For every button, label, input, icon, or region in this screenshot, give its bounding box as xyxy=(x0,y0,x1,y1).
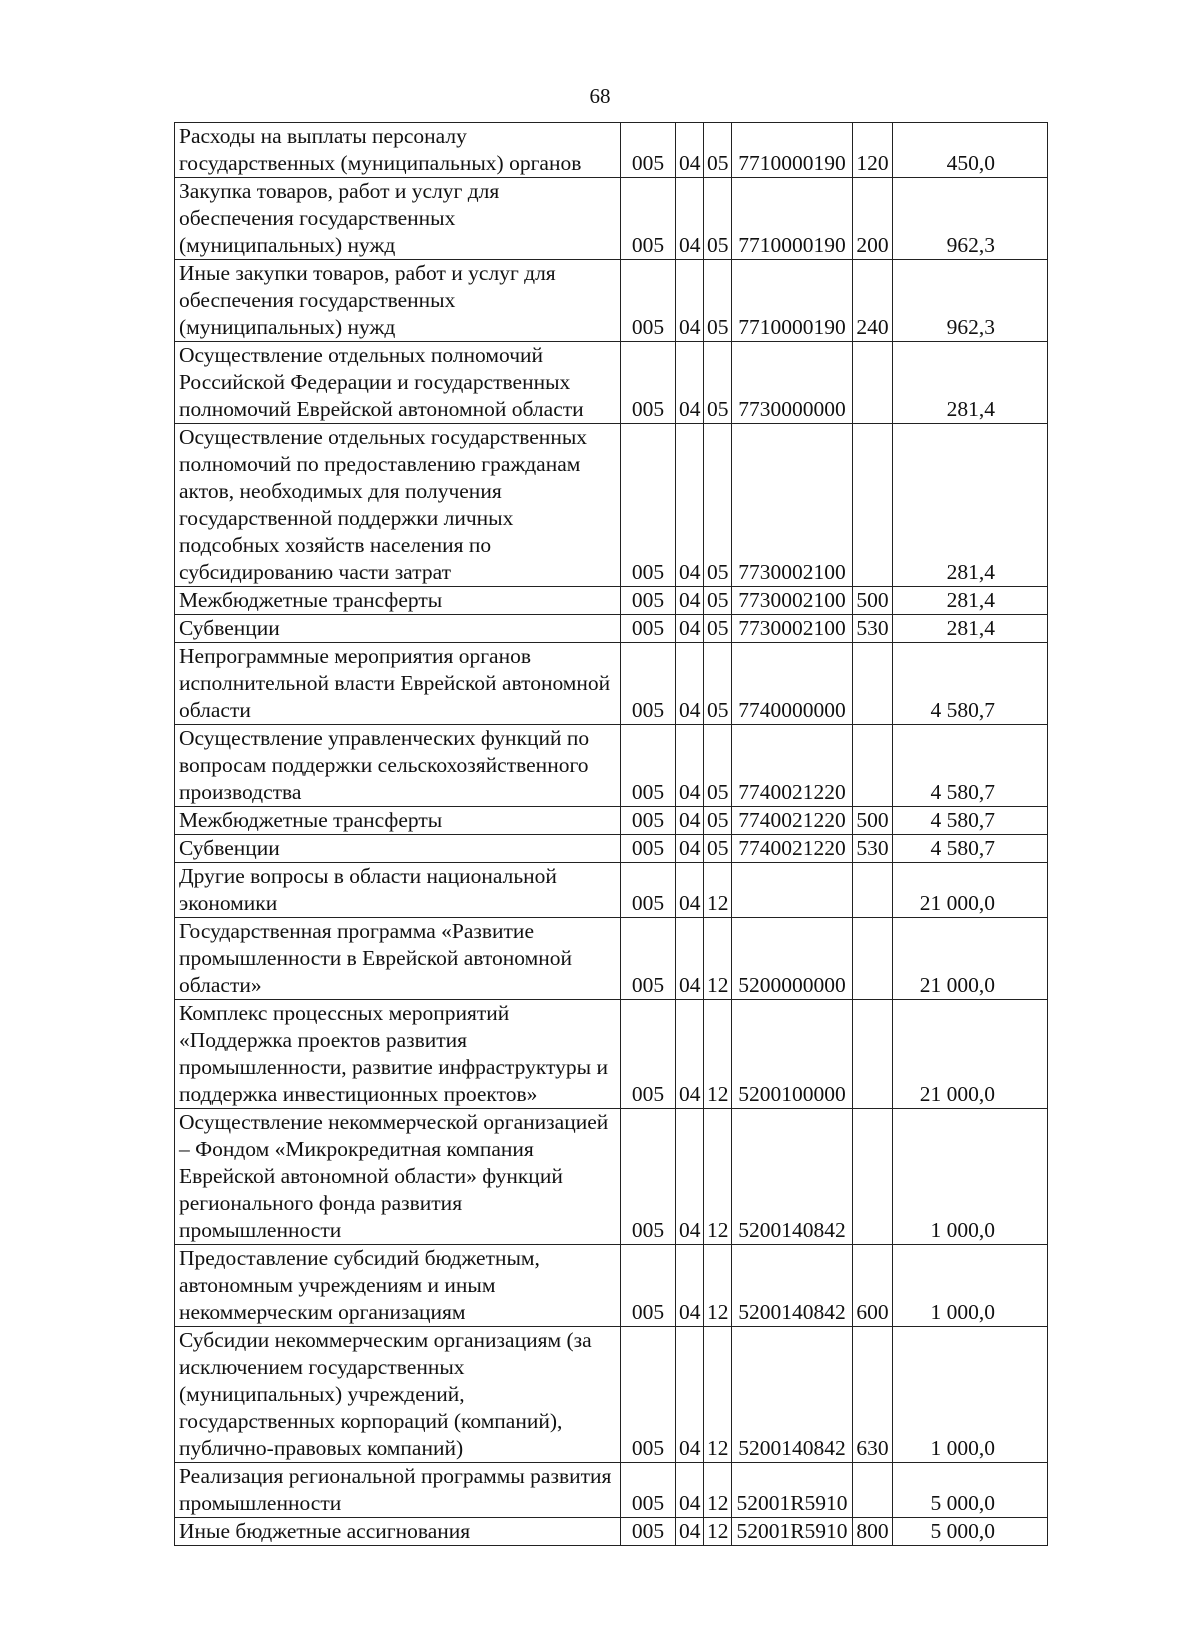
ministry-code: 005 xyxy=(621,587,676,615)
target-article-code: 7730002100 xyxy=(732,615,853,643)
row-name: Иные закупки товаров, работ и услуг для обеспечения государственных (муниципальных) нужд xyxy=(175,260,621,342)
ministry-code: 005 xyxy=(621,1245,676,1327)
amount: 5 000,0 xyxy=(893,1463,1048,1518)
expense-type-code: 530 xyxy=(853,835,893,863)
ministry-code: 005 xyxy=(621,615,676,643)
row-name: Реализация региональной программы развития промышленности xyxy=(175,1463,621,1518)
subsection-code: 05 xyxy=(704,123,732,178)
row-name: Осуществление отдельных полномочий Российской Федерации и государственных полномочий Еврейской автономной области xyxy=(175,342,621,424)
target-article-code: 7710000190 xyxy=(732,178,853,260)
ministry-code: 005 xyxy=(621,643,676,725)
section-code: 04 xyxy=(676,1327,704,1463)
subsection-code: 12 xyxy=(704,1518,732,1546)
expense-type-code: 530 xyxy=(853,615,893,643)
target-article-code: 7740000000 xyxy=(732,643,853,725)
expense-type-code: 120 xyxy=(853,123,893,178)
section-code: 04 xyxy=(676,260,704,342)
ministry-code: 005 xyxy=(621,1000,676,1109)
row-name: Предоставление субсидий бюджетным, автономным учреждениям и иным некоммерческим организациям xyxy=(175,1245,621,1327)
section-code: 04 xyxy=(676,178,704,260)
table-row xyxy=(175,1000,1048,1109)
subsection-code: 12 xyxy=(704,1109,732,1245)
table-row xyxy=(175,1245,1048,1327)
section-code: 04 xyxy=(676,1518,704,1546)
amount: 21 000,0 xyxy=(893,863,1048,918)
ministry-code: 005 xyxy=(621,807,676,835)
expense-type-code: 200 xyxy=(853,178,893,260)
target-article-code: 7740021220 xyxy=(732,725,853,807)
ministry-code: 005 xyxy=(621,424,676,587)
expense-type-code: 800 xyxy=(853,1518,893,1546)
row-name: Расходы на выплаты персоналу государственных (муниципальных) органов xyxy=(175,123,621,178)
target-article-code: 7730002100 xyxy=(732,587,853,615)
row-name: Другие вопросы в области национальной экономики xyxy=(175,863,621,918)
row-name: Субсидии некоммерческим организациям (за исключением государственных (муниципальных) учреждений, государственных корпораций (компаний), публично-правовых компаний) xyxy=(175,1327,621,1463)
amount: 4 580,7 xyxy=(893,835,1048,863)
row-name: Межбюджетные трансферты xyxy=(175,587,621,615)
subsection-code: 12 xyxy=(704,863,732,918)
table-row xyxy=(175,725,1048,807)
target-article-code: 5200000000 xyxy=(732,918,853,1000)
target-article-code: 7730000000 xyxy=(732,342,853,424)
expense-type-code xyxy=(853,863,893,918)
budget-table xyxy=(174,122,1048,1546)
amount: 281,4 xyxy=(893,342,1048,424)
table-row xyxy=(175,178,1048,260)
page-number: 68 xyxy=(589,84,611,108)
target-article-code: 5200140842 xyxy=(732,1245,853,1327)
expense-type-code: 630 xyxy=(853,1327,893,1463)
row-name: Государственная программа «Развитие промышленности в Еврейской автономной области» xyxy=(175,918,621,1000)
amount: 962,3 xyxy=(893,260,1048,342)
expense-type-code xyxy=(853,918,893,1000)
target-article-code: 5200140842 xyxy=(732,1327,853,1463)
subsection-code: 05 xyxy=(704,725,732,807)
table-row xyxy=(175,342,1048,424)
target-article-code: 52001R5910 xyxy=(732,1518,853,1546)
expense-type-code xyxy=(853,342,893,424)
ministry-code: 005 xyxy=(621,1463,676,1518)
row-name: Комплекс процессных мероприятий «Поддержка проектов развития промышленности, развитие инфраструктуры и поддержка инвестиционных проектов» xyxy=(175,1000,621,1109)
amount: 21 000,0 xyxy=(893,918,1048,1000)
row-name: Осуществление управленческих функций по вопросам поддержки сельскохозяйственного производства xyxy=(175,725,621,807)
target-article-code: 5200140842 xyxy=(732,1109,853,1245)
row-name: Субвенции xyxy=(175,835,621,863)
section-code: 04 xyxy=(676,835,704,863)
row-name: Межбюджетные трансферты xyxy=(175,807,621,835)
expense-type-code xyxy=(853,725,893,807)
subsection-code: 12 xyxy=(704,1245,732,1327)
table-row xyxy=(175,807,1048,835)
subsection-code: 12 xyxy=(704,918,732,1000)
subsection-code: 05 xyxy=(704,424,732,587)
table-row xyxy=(175,260,1048,342)
section-code: 04 xyxy=(676,1245,704,1327)
target-article-code: 7710000190 xyxy=(732,123,853,178)
expense-type-code xyxy=(853,643,893,725)
ministry-code: 005 xyxy=(621,863,676,918)
table-row xyxy=(175,1463,1048,1518)
amount: 281,4 xyxy=(893,424,1048,587)
row-name: Непрограммные мероприятия органов исполнительной власти Еврейской автономной области xyxy=(175,643,621,725)
section-code: 04 xyxy=(676,587,704,615)
ministry-code: 005 xyxy=(621,342,676,424)
row-name: Иные бюджетные ассигнования xyxy=(175,1518,621,1546)
ministry-code: 005 xyxy=(621,918,676,1000)
section-code: 04 xyxy=(676,918,704,1000)
subsection-code: 05 xyxy=(704,807,732,835)
expense-type-code: 500 xyxy=(853,587,893,615)
target-article-code xyxy=(732,863,853,918)
amount: 4 580,7 xyxy=(893,643,1048,725)
subsection-code: 05 xyxy=(704,178,732,260)
table-row xyxy=(175,424,1048,587)
ministry-code: 005 xyxy=(621,123,676,178)
ministry-code: 005 xyxy=(621,1327,676,1463)
section-code: 04 xyxy=(676,342,704,424)
section-code: 04 xyxy=(676,1000,704,1109)
amount: 281,4 xyxy=(893,587,1048,615)
section-code: 04 xyxy=(676,123,704,178)
table-row xyxy=(175,615,1048,643)
subsection-code: 05 xyxy=(704,615,732,643)
expense-type-code xyxy=(853,1463,893,1518)
amount: 962,3 xyxy=(893,178,1048,260)
table-row xyxy=(175,643,1048,725)
section-code: 04 xyxy=(676,615,704,643)
amount: 4 580,7 xyxy=(893,807,1048,835)
amount: 1 000,0 xyxy=(893,1327,1048,1463)
ministry-code: 005 xyxy=(621,178,676,260)
section-code: 04 xyxy=(676,1463,704,1518)
table-row xyxy=(175,1518,1048,1546)
row-name: Закупка товаров, работ и услуг для обеспечения государственных (муниципальных) нужд xyxy=(175,178,621,260)
table-row xyxy=(175,1109,1048,1245)
amount: 5 000,0 xyxy=(893,1518,1048,1546)
section-code: 04 xyxy=(676,725,704,807)
amount: 450,0 xyxy=(893,123,1048,178)
subsection-code: 05 xyxy=(704,342,732,424)
table-row xyxy=(175,1327,1048,1463)
amount: 281,4 xyxy=(893,615,1048,643)
target-article-code: 5200100000 xyxy=(732,1000,853,1109)
table-row xyxy=(175,918,1048,1000)
amount: 4 580,7 xyxy=(893,725,1048,807)
subsection-code: 12 xyxy=(704,1327,732,1463)
expense-type-code: 240 xyxy=(853,260,893,342)
table-row xyxy=(175,123,1048,178)
row-name: Субвенции xyxy=(175,615,621,643)
subsection-code: 12 xyxy=(704,1463,732,1518)
section-code: 04 xyxy=(676,424,704,587)
row-name: Осуществление некоммерческой организацией – Фондом «Микрокредитная компания Еврейской автономной области» функций регионального фонда развития промышленности xyxy=(175,1109,621,1245)
target-article-code: 7740021220 xyxy=(732,807,853,835)
table-body xyxy=(175,123,1048,1546)
expense-type-code xyxy=(853,1109,893,1245)
section-code: 04 xyxy=(676,1109,704,1245)
ministry-code: 005 xyxy=(621,260,676,342)
table-row xyxy=(175,587,1048,615)
expense-type-code xyxy=(853,424,893,587)
target-article-code: 7710000190 xyxy=(732,260,853,342)
row-name: Осуществление отдельных государственных полномочий по предоставлению гражданам актов, необходимых для получения государственной поддержки личных подсобных хозяйств населения по субсидированию части затрат xyxy=(175,424,621,587)
section-code: 04 xyxy=(676,807,704,835)
amount: 21 000,0 xyxy=(893,1000,1048,1109)
subsection-code: 05 xyxy=(704,260,732,342)
subsection-code: 05 xyxy=(704,587,732,615)
subsection-code: 12 xyxy=(704,1000,732,1109)
target-article-code: 7730002100 xyxy=(732,424,853,587)
section-code: 04 xyxy=(676,863,704,918)
ministry-code: 005 xyxy=(621,1109,676,1245)
subsection-code: 05 xyxy=(704,643,732,725)
expense-type-code: 600 xyxy=(853,1245,893,1327)
ministry-code: 005 xyxy=(621,1518,676,1546)
expense-type-code xyxy=(853,1000,893,1109)
expense-type-code: 500 xyxy=(853,807,893,835)
subsection-code: 05 xyxy=(704,835,732,863)
target-article-code: 52001R5910 xyxy=(732,1463,853,1518)
amount: 1 000,0 xyxy=(893,1245,1048,1327)
amount: 1 000,0 xyxy=(893,1109,1048,1245)
section-code: 04 xyxy=(676,643,704,725)
target-article-code: 7740021220 xyxy=(732,835,853,863)
table-row xyxy=(175,835,1048,863)
table-row xyxy=(175,863,1048,918)
ministry-code: 005 xyxy=(621,835,676,863)
ministry-code: 005 xyxy=(621,725,676,807)
